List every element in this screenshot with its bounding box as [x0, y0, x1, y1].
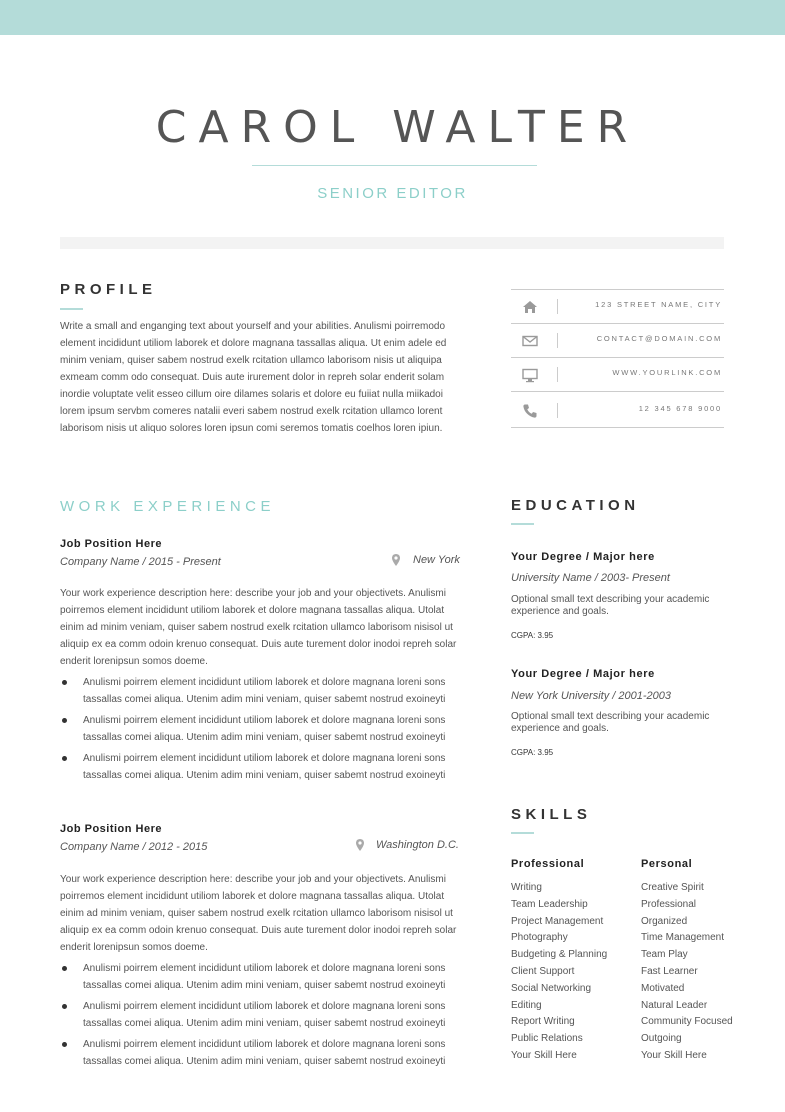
location-pin-icon [390, 553, 402, 567]
home-icon [521, 298, 539, 316]
skills-heading-rule [511, 832, 534, 834]
education-1-description: Optional small text describing your academic experience and goals. [511, 594, 710, 617]
list-item: Anulismi poirrem element incididunt utiliom laborek et dolore magnana loreni sons tassallas comei aliqua. Utenim adim mini veniam, quiser sabemt nostrud exoineyti [60, 998, 465, 1032]
contact-website[interactable] [511, 358, 724, 392]
top-accent-bar [0, 0, 785, 35]
contact-phone-text: 12 345 678 9000 [638, 404, 722, 413]
bullet-dot [62, 1042, 67, 1047]
candidate-name: CAROL WALTER [155, 102, 640, 153]
education-1-school: University Name / 2003- Present [511, 572, 670, 584]
list-item: Time Management [641, 932, 724, 944]
job-1-bullets [60, 674, 465, 788]
bullet-dot [62, 718, 67, 723]
list-item: Budgeting & Planning [511, 949, 608, 961]
education-2-description: Optional small text describing your academic experience and goals. [511, 711, 710, 734]
job-2-bullets [60, 960, 465, 1074]
job-2-title: Job Position Here [60, 823, 163, 835]
skills-professional-list [511, 880, 607, 1065]
location-pin-icon [354, 838, 366, 852]
list-item: Outgoing [641, 1033, 682, 1045]
envelope-icon [521, 332, 539, 350]
list-item: Social Networking [511, 982, 592, 994]
monitor-icon [521, 366, 539, 384]
education-heading-rule [511, 523, 534, 525]
contact-separator [557, 299, 558, 314]
job-2-company: Company Name / 2012 - 2015 [60, 841, 208, 853]
contact-phone [511, 394, 724, 428]
contact-email-text[interactable]: CONTACT@DOMAIN.COM [596, 334, 722, 343]
contact-divider [511, 391, 724, 392]
list-item: Public Relations [511, 1033, 583, 1045]
name-divider [252, 165, 537, 166]
list-item: Your Skill Here [641, 1049, 707, 1061]
list-item: Community Focused [641, 1016, 733, 1028]
list-item: Team Play [641, 949, 688, 961]
education-1-degree: Your Degree / Major here [511, 551, 655, 563]
skills-personal-heading: Personal [641, 858, 693, 870]
skills-heading: SKILLS [511, 806, 592, 823]
job-1-description: Your work experience description here: describe your job and your objectivets. Anulismi poirremos element incididunt utiliom laborek et dolore magnana tassallas aliqua. Utolat einim ad minim veniam, quiser sabem nostrud exelk rcitation ullamco laborisom nisisol ut aliquip ex ea comm odoin krenuo consequat. Duis aute turement dolor inodoi repreh solar enderit lorenipsun somos doeme. [60, 588, 457, 667]
list-item: Report Writing [511, 1016, 575, 1028]
skills-personal-list [641, 880, 733, 1065]
profile-heading: PROFILE [60, 281, 157, 298]
list-item: Client Support [511, 965, 575, 977]
list-item: Editing [511, 999, 542, 1011]
list-item: Organized [641, 915, 688, 927]
education-2-degree: Your Degree / Major here [511, 668, 655, 680]
list-item: Anulismi poirrem element incididunt utiliom laborek et dolore magnana loreni sons tassallas comei aliqua. Utenim adim mini veniam, quiser sabemt nostrud exoineyti [60, 750, 465, 784]
work-experience-heading: WORK EXPERIENCE [60, 498, 276, 515]
list-item: Natural Leader [641, 999, 708, 1011]
job-title: SENIOR EDITOR [317, 185, 468, 202]
list-item: Project Management [511, 915, 604, 927]
contact-address-text: 123 STREET NAME, CITY [595, 300, 722, 309]
list-item: Writing [511, 882, 542, 893]
job-1-company: Company Name / 2015 - Present [60, 556, 221, 568]
list-item: Creative Spirit [641, 882, 704, 893]
list-item: Team Leadership [511, 898, 588, 910]
job-1-location: New York [413, 554, 460, 566]
list-item: Anulismi poirrem element incididunt utiliom laborek et dolore magnana loreni sons tassallas comei aliqua. Utenim adim mini veniam, quiser sabemt nostrud exoineyti [60, 1036, 465, 1070]
job-1-title: Job Position Here [60, 538, 163, 550]
list-item: Photography [511, 932, 568, 944]
list-item: Your Skill Here [511, 1049, 577, 1061]
education-2-school: New York University / 2001-2003 [511, 690, 671, 702]
contact-address [511, 290, 724, 324]
list-item: Anulismi poirrem element incididunt utiliom laborek et dolore magnana loreni sons tassallas comei aliqua. Utenim adim mini veniam, quiser sabemt nostrud exoineyti [60, 960, 465, 994]
profile-heading-rule [60, 308, 83, 310]
job-2-description: Your work experience description here: describe your job and your objectivets. Anulismi poirremos element incididunt utiliom laborek et dolore magnana tassallas aliqua. Utolat einim ad minim veniam, quiser sabem nostrud exelk rcitation ullamco laborisom nisisol ut aliquip ex ea comm odoin krenuo consequat. Duis aute turement dolor inodoi repreh solar enderit lorenipsun somos doeme. [60, 874, 457, 953]
list-item: Professional [641, 898, 697, 910]
education-heading: EDUCATION [511, 497, 640, 514]
education-2-gpa: CGPA: 3.95 [511, 748, 554, 757]
bullet-dot [62, 966, 67, 971]
contact-website-text[interactable]: WWW.YOURLINK.COM [612, 368, 722, 377]
job-2-location: Washington D.C. [376, 839, 459, 851]
contact-separator [557, 403, 558, 418]
list-item: Anulismi poirrem element incididunt utiliom laborek et dolore magnana loreni sons tassallas comei aliqua. Utenim adim mini veniam, quiser sabemt nostrud exoineyti [60, 712, 465, 746]
profile-text: Write a small and enganging text about yourself and your abilities. Anulismi poirremodo element incididunt utiliom laborek et dolore magnana tassallas aliqua. Ut enim adele ed minim veniam, quiser sabem nostrud exelk rcitation ullamco laborisom nisis ut aliquipa exmeam comm odo consequat. Duis aute irurement dolor in repreh solar enderit solam inordie voluptate velit esseo cillum oire dilames solaris et dolore eu fuiiat nulla miikadoi lorem ipsum servbm comeres natalii everi sabem nostrud exelk rcitation ullamco lorent laborisom nisis ut aliquo solores loren ipsun comi seremos tomatis coelhos loren ipiun. [60, 321, 447, 434]
contact-divider [511, 427, 724, 428]
contact-separator [557, 367, 558, 382]
skills-professional-heading: Professional [511, 858, 585, 870]
bullet-dot [62, 756, 67, 761]
list-item: Motivated [641, 982, 685, 994]
education-1-gpa: CGPA: 3.95 [511, 631, 554, 640]
header-grey-bar [60, 237, 724, 249]
contact-email[interactable] [511, 324, 724, 358]
contact-separator [557, 333, 558, 348]
list-item: Fast Learner [641, 965, 698, 977]
bullet-dot [62, 1004, 67, 1009]
phone-icon [521, 402, 539, 420]
bullet-dot [62, 680, 67, 685]
list-item: Anulismi poirrem element incididunt utiliom laborek et dolore magnana loreni sons tassallas comei aliqua. Utenim adim mini veniam, quiser sabemt nostrud exoineyti [60, 674, 465, 708]
